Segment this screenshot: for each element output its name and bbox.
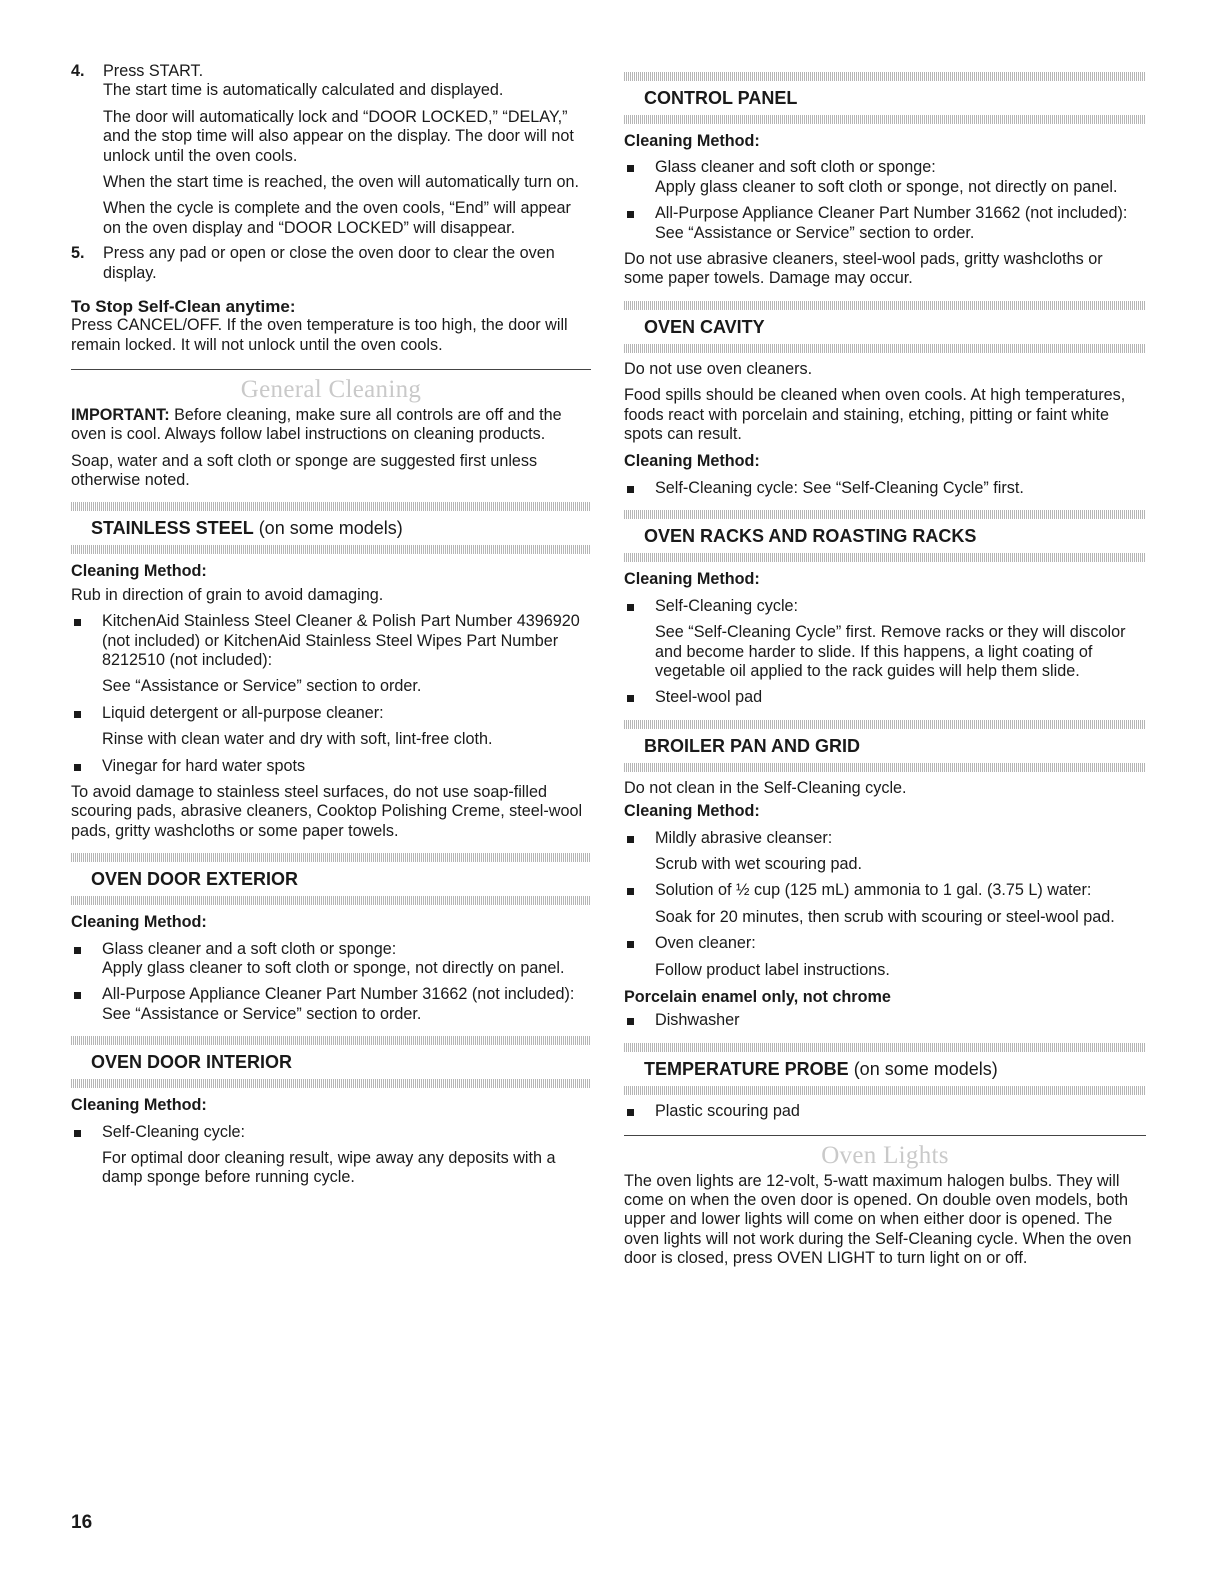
bullet-item — [624, 688, 1146, 707]
broiler-pan-header — [624, 720, 1146, 772]
section-title: OVEN RACKS AND ROASTING RACKS — [644, 526, 977, 547]
section-title: CONTROL PANEL — [644, 88, 798, 108]
section-title — [624, 1052, 1146, 1086]
section-title — [71, 511, 591, 545]
section-title: OVEN DOOR INTERIOR — [91, 1052, 293, 1073]
step-text: When the start time is reached, the oven will automatically turn on. — [103, 173, 579, 192]
oven-lights-title: Oven Lights — [821, 1142, 949, 1170]
hatched-bar — [624, 510, 1146, 519]
cleaning-method-label: Cleaning Method: — [71, 913, 207, 932]
soap-note: Soap, water and a soft cloth or sponge are suggested first unless otherwise noted. — [71, 451, 538, 489]
stainless-note: To avoid damage to stainless steel surfaces, do not use soap-filled scouring pads, abrasive cleaners, Cooktop Polishing Creme, steel-wool pads, gritty washcloths or some paper towels. — [71, 782, 583, 840]
bullet-square-icon — [627, 888, 634, 895]
bullet-square-icon — [74, 947, 81, 954]
step-number: 5. — [71, 244, 85, 263]
bullet-subtext: Apply glass cleaner to soft cloth or sponge, not directly on panel. — [102, 959, 565, 977]
hatched-bar — [71, 853, 591, 862]
oven-lights-text: The oven lights are 12-volt, 5-watt maximum halogen bulbs. They will come on when the oven door is opened. On double oven models, both upper and lower lights will come on when either door is opened. The oven lights will not work during the Self-Cleaning cycle. When the oven door is closed, press OVEN LIGHT to turn light on or off. — [624, 1171, 1132, 1268]
bullet-text: Self-Cleaning cycle: — [655, 596, 799, 615]
cleaning-method-label: Cleaning Method: — [624, 570, 760, 589]
bullet-subtext: Rinse with clean water and dry with soft, lint-free cloth. — [102, 730, 493, 749]
hatched-bar — [624, 763, 1146, 772]
stainless-steel-header — [71, 502, 591, 554]
cleaning-method-label: Cleaning Method: — [71, 1096, 207, 1115]
section-title: OVEN DOOR EXTERIOR — [91, 869, 299, 890]
bullet-item — [624, 158, 1146, 197]
bullet-text: All-Purpose Appliance Cleaner Part Number 31662 (not included): — [655, 204, 1128, 223]
hatched-bar — [624, 720, 1146, 729]
bullet-item — [71, 757, 591, 776]
bullet-item — [624, 204, 1146, 243]
cleaning-method-label: Cleaning Method: — [624, 132, 760, 150]
hatched-bar — [624, 1086, 1146, 1095]
bullet-item — [624, 934, 1146, 953]
bullet-square-icon — [74, 1130, 81, 1137]
bullet-text: Dishwasher — [655, 1011, 740, 1030]
rub-instruction: Rub in direction of grain to avoid damaging. — [71, 585, 384, 604]
cleaning-method-label: Cleaning Method: — [624, 802, 760, 821]
hatched-bar — [624, 344, 1146, 353]
hatched-bar — [71, 502, 591, 511]
page-number: 16 — [71, 1512, 93, 1533]
bullet-text: Oven cleaner: — [655, 934, 756, 953]
important-text: Before cleaning, make sure all controls are off and the oven is cool. Always follow label instructions on cleaning products. — [71, 405, 562, 444]
bullet-square-icon — [74, 764, 81, 771]
bullet-text: All-Purpose Appliance Cleaner Part Number 31662 (not included): — [102, 985, 575, 1004]
step-number: 4. — [71, 62, 85, 80]
oven-cavity-header — [624, 301, 1146, 353]
bullet-subtext: See “Assistance or Service” section to order. — [102, 677, 422, 696]
bullet-subtext: See “Assistance or Service” section to order. — [102, 1004, 422, 1023]
bullet-item — [71, 940, 591, 979]
hatched-bar — [624, 1043, 1146, 1052]
important-label: IMPORTANT: — [71, 405, 170, 424]
section-divider — [71, 369, 591, 370]
probe-suffix: (on some models) — [848, 1058, 998, 1079]
oven-door-exterior-header — [71, 853, 591, 905]
section-divider — [624, 1135, 1146, 1136]
step-text: When the cycle is complete and the oven cools, “End” will appear on the oven display and “DOOR LOCKED” will disappear. — [103, 199, 571, 237]
left-column — [71, 62, 591, 1188]
cavity-text: Do not use oven cleaners. — [624, 359, 813, 378]
bullet-square-icon — [627, 941, 634, 948]
bullet-text: Self-Cleaning cycle: — [102, 1122, 246, 1141]
oven-racks-header — [624, 510, 1146, 562]
control-panel-note: Do not use abrasive cleaners, steel-wool pads, gritty washcloths or some paper towels. Damage may occur. — [624, 250, 1103, 288]
hatched-bar — [71, 1079, 591, 1088]
hatched-bar — [71, 545, 591, 554]
bullet-item — [624, 479, 1146, 498]
section-title: OVEN CAVITY — [644, 316, 765, 337]
bullet-square-icon — [627, 836, 634, 843]
hatched-bar — [624, 72, 1146, 81]
temperature-probe-header — [624, 1043, 1146, 1095]
control-panel-header — [624, 72, 1146, 124]
section-title: BROILER PAN AND GRID — [644, 735, 860, 756]
step-text: The start time is automatically calculated and displayed. — [103, 81, 504, 100]
bullet-square-icon — [74, 711, 81, 718]
bullet-item — [71, 704, 591, 723]
bullet-subtext: Follow product label instructions. — [655, 960, 890, 979]
cavity-text: Food spills should be cleaned when oven cools. At high temperatures, foods react with porcelain and staining, etching, pitting or faint white spots can result. — [624, 386, 1126, 444]
hatched-bar — [624, 115, 1146, 124]
porcelain-label: Porcelain enamel only, not chrome — [624, 987, 891, 1006]
stop-self-clean-text: Press CANCEL/OFF. If the oven temperature is too high, the door will remain locked. It will not unlock until the oven cools. — [71, 316, 568, 354]
stop-self-clean-heading: To Stop Self-Clean anytime: — [71, 297, 296, 317]
cleaning-method-label: Cleaning Method: — [624, 452, 760, 471]
bullet-square-icon — [74, 619, 81, 626]
stainless-suffix: (on some models) — [253, 518, 403, 539]
step-text: Press any pad or open or close the oven door to clear the oven display. — [103, 244, 555, 282]
broiler-text: Do not clean in the Self-Cleaning cycle. — [624, 778, 907, 797]
bullet-text: Solution of ½ cup (125 mL) ammonia to 1 gal. (3.75 L) water: — [655, 881, 1092, 900]
bullet-square-icon — [627, 165, 634, 172]
bullet-item — [624, 1102, 1146, 1121]
hatched-bar — [624, 553, 1146, 562]
stainless-title: STAINLESS STEEL — [91, 518, 254, 539]
bullet-item — [624, 597, 1146, 616]
bullet-item — [71, 1123, 591, 1142]
bullet-text: Glass cleaner and a soft cloth or sponge: — [102, 939, 397, 958]
bullet-square-icon — [627, 604, 634, 611]
bullet-square-icon — [627, 486, 634, 493]
important-note — [71, 406, 591, 445]
hatched-bar — [624, 301, 1146, 310]
general-cleaning-title: General Cleaning — [240, 376, 422, 404]
bullet-text: Mildly abrasive cleanser: — [655, 828, 833, 847]
bullet-item — [624, 829, 1146, 848]
bullet-subtext: See “Assistance or Service” section to order. — [655, 223, 975, 242]
bullet-subtext: Scrub with wet scouring pad. — [655, 854, 862, 873]
bullet-text: Glass cleaner and soft cloth or sponge: — [655, 158, 936, 177]
bullet-text: Steel-wool pad — [655, 688, 763, 707]
oven-door-interior-header — [71, 1036, 591, 1088]
bullet-item — [71, 612, 591, 670]
bullet-item — [71, 985, 591, 1024]
bullet-subtext: Soak for 20 minutes, then scrub with scouring or steel-wool pad. — [655, 907, 1115, 926]
bullet-text: Liquid detergent or all-purpose cleaner: — [102, 703, 384, 722]
step-4 — [71, 62, 591, 238]
hatched-bar — [71, 1036, 591, 1045]
hatched-bar — [71, 896, 591, 905]
cleaning-method-label: Cleaning Method: — [71, 562, 207, 581]
bullet-square-icon — [627, 1018, 634, 1025]
bullet-text: Vinegar for hard water spots — [102, 756, 306, 775]
bullet-subtext: Apply glass cleaner to soft cloth or sponge, not directly on panel. — [655, 177, 1118, 196]
bullet-square-icon — [74, 992, 81, 999]
bullet-square-icon — [627, 1109, 634, 1116]
bullet-item — [624, 881, 1146, 900]
bullet-square-icon — [627, 211, 634, 218]
right-column — [624, 62, 1146, 1269]
step-5 — [71, 244, 591, 283]
bullet-subtext: See “Self-Cleaning Cycle” first. Remove racks or they will discolor and become harder to slide. If this happens, a light coating of vegetable oil applied to the rack guides will help them slide. — [655, 623, 1126, 680]
bullet-text: Self-Cleaning cycle: See “Self-Cleaning Cycle” first. — [655, 478, 1024, 497]
bullet-text: Plastic scouring pad — [655, 1101, 800, 1120]
probe-title: TEMPERATURE PROBE — [644, 1058, 849, 1079]
step-text: The door will automatically lock and “DOOR LOCKED,” “DELAY,” and the stop time will also appear on the display. The door will not unlock until the oven cools. — [103, 107, 574, 165]
bullet-item — [624, 1011, 1146, 1030]
bullet-text: KitchenAid Stainless Steel Cleaner & Polish Part Number 4396920 (not included) or KitchenAid Stainless Steel Wipes Part Number 8212510 (not included): — [102, 612, 580, 669]
step-title: Press START. — [103, 62, 204, 80]
bullet-square-icon — [627, 695, 634, 702]
bullet-subtext: For optimal door cleaning result, wipe away any deposits with a damp sponge before running cycle. — [102, 1149, 556, 1187]
